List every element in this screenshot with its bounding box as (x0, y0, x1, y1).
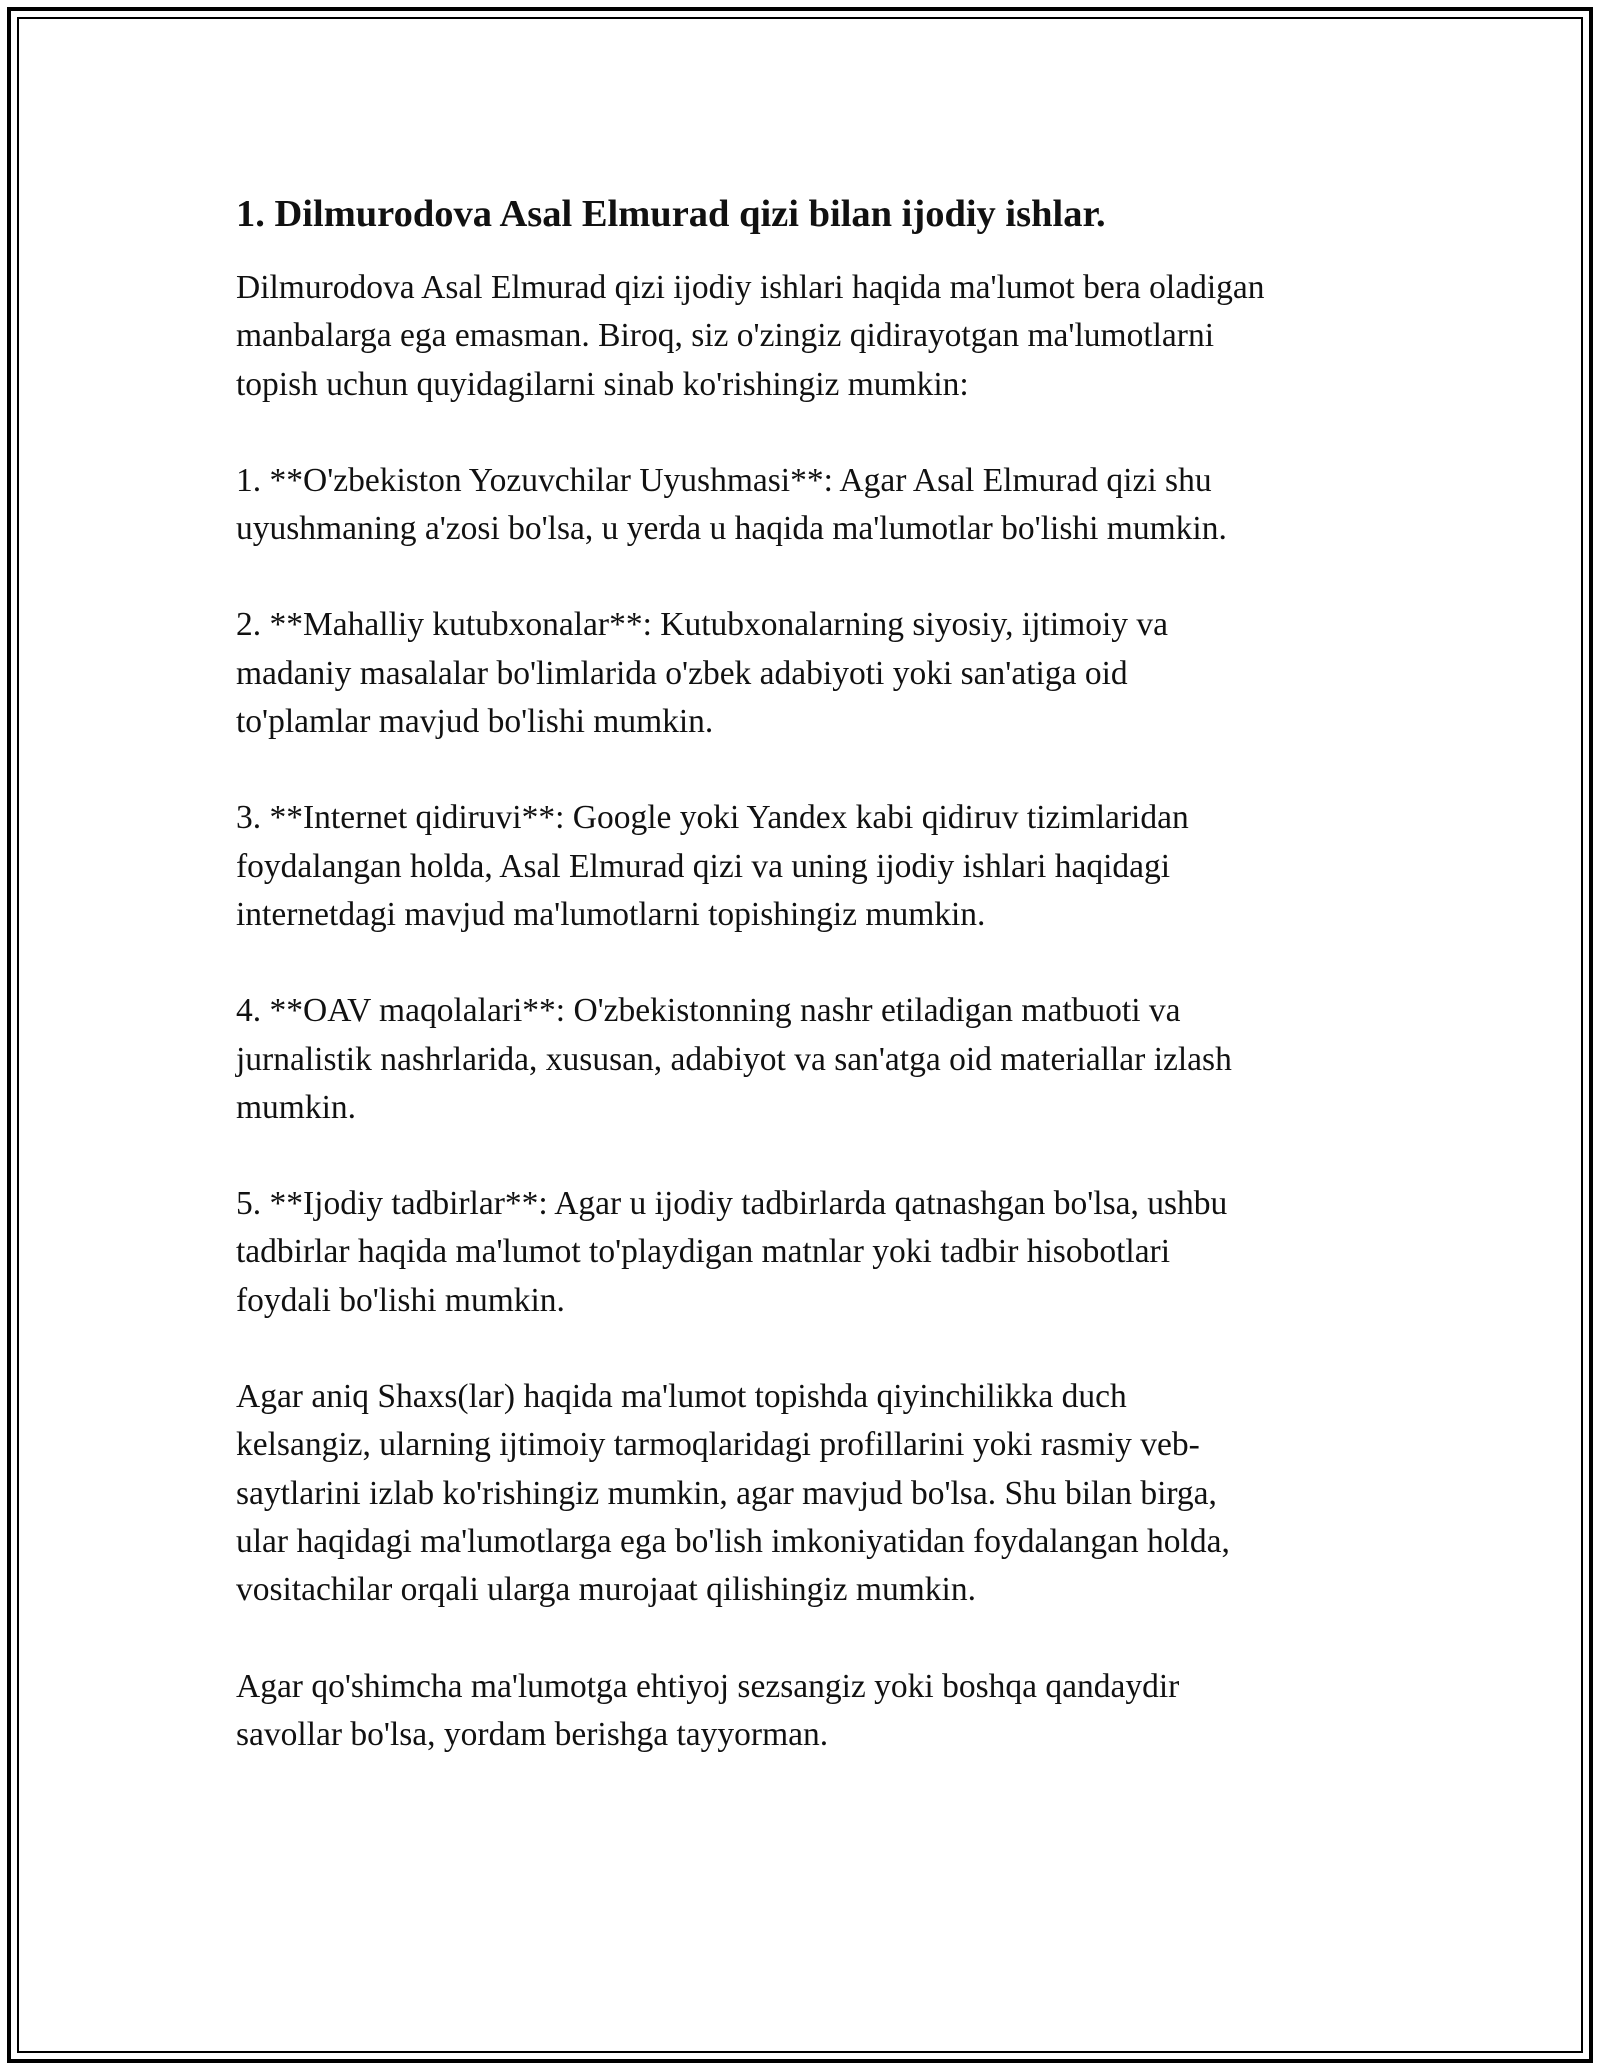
list-item-2: 2. **Mahalliy kutubxonalar**: Kutubxonalarning siyosiy, ijtimoiy va madaniy masalalar bo'limlarida o'zbek adabiyoti yoki san'atiga oid to'plamlar mavjud bo'lishi mumkin. (236, 606, 1168, 741)
list-item-3: 3. **Internet qidiruvi**: Google yoki Yandex kabi qidiruv tizimlaridan foydalangan holda, Asal Elmurad qizi va uning ijodiy ishlari haqidagi internetdagi mavjud ma'lumotlarni topishingiz mumkin. (236, 799, 1189, 933)
closing-paragraph-1: Agar aniq Shaxs(lar) haqida ma'lumot topishda qiyinchilikka duch kelsangiz, ularning ijtimoiy tarmoqlaridagi profillarini yoki rasmiy veb- saytlarini izlab ko'rishingiz mumkin, agar mavjud bo'lsa. Shu bilan birga, ular haqidagi ma'lumotlarga ega bo'lish imkoniyatidan foydalangan holda, vositachilar orqali ularga murojaat qilishingiz mumkin. (236, 1378, 1230, 1609)
list-item-1: 1. **O'zbekiston Yozuvchilar Uyushmasi**: Agar Asal Elmurad qizi shu uyushmaning a'zosi bo'lsa, u yerda u haqida ma'lumotlar bo'lishi mumkin. (236, 461, 1227, 548)
list-item-5: 5. **Ijodiy tadbirlar**: Agar u ijodiy tadbirlarda qatnashgan bo'lsa, ushbu tadbirlar haqida ma'lumot to'playdigan matnlar yoki tadbir hisobotlari foydali bo'lishi mumkin. (236, 1185, 1228, 1319)
list-item-4: 4. **OAV maqolalari**: O'zbekistonning nashr etiladigan matbuoti va jurnalistik nashrlarida, xususan, adabiyot va san'atga oid materiallar izlash mumkin. (236, 992, 1232, 1126)
intro-paragraph: Dilmurodova Asal Elmurad qizi ijodiy ishlari haqida ma'lumot bera oladigan manbalarga ega emasman. Biroq, siz o'zingiz qidirayotgan ma'lumotlarni topish uchun quyidagilarni sinab ko'rishingiz mumkin: (236, 269, 1265, 403)
closing-paragraph-2: Agar qo'shimcha ma'lumotga ehtiyoj sezsangiz yoki boshqa qandaydir savollar bo'lsa, yordam berishga tayyorman. (236, 1667, 1180, 1753)
document-body (236, 186, 1376, 1759)
document-title: 1. Dilmurodova Asal Elmurad qizi bilan ijodiy ishlar. (236, 193, 1106, 235)
